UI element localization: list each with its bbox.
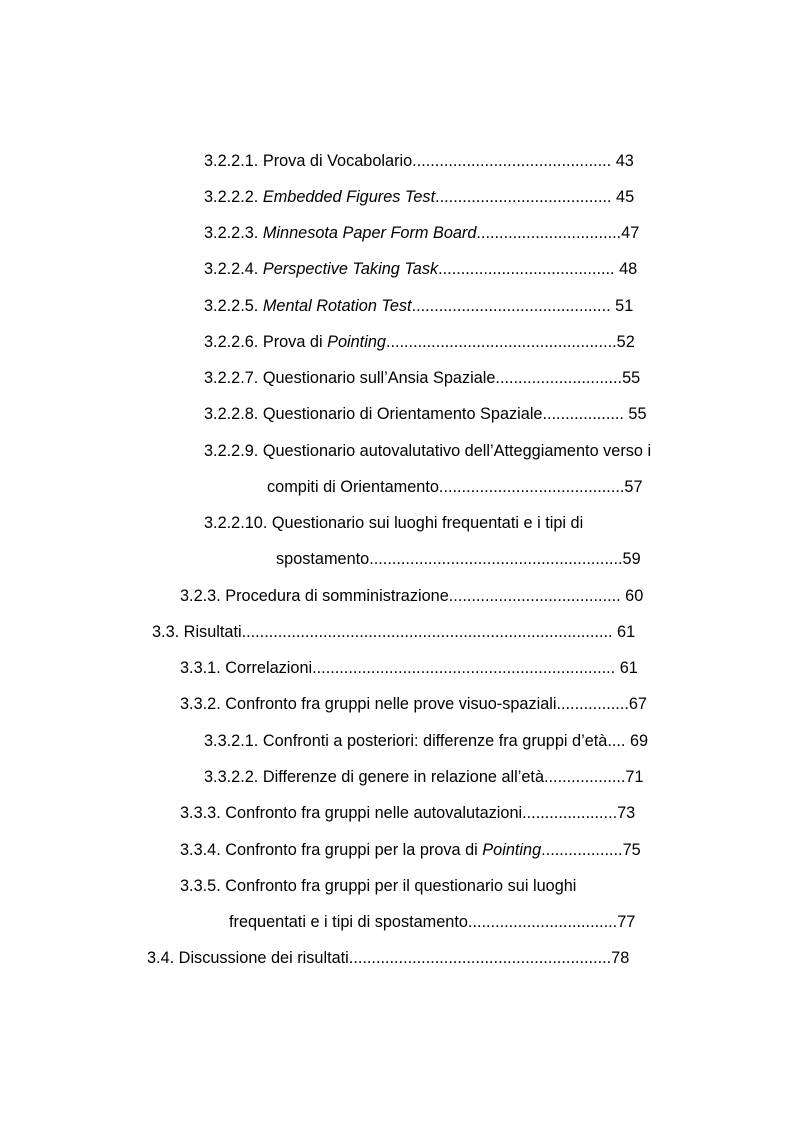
toc-entry-leader-page: ..................75 <box>541 841 641 859</box>
toc-entry-3-3-3: 3.3.3. Confronto fra gruppi nelle autovalutazioni.....................73 <box>180 804 636 822</box>
toc-entry-3-2-2-10: 3.2.2.10. Questionario sui luoghi frequentati e i tipi di <box>204 514 584 532</box>
toc-entry-leader-page: ............................................ 51 <box>411 297 634 315</box>
toc-entry-number: 3.3.4. Confronto fra gruppi per la prova di <box>180 841 483 859</box>
toc-entry-leader-page: ................................47 <box>476 224 640 242</box>
toc-entry-title: Embedded Figures Test <box>262 188 436 206</box>
toc-entry-3-2-2-3 <box>204 223 639 243</box>
toc-entry-3-2-2-10-cont: spostamento........................................................59 <box>276 550 641 568</box>
toc-entry-title: Mental Rotation Test <box>262 297 412 315</box>
toc-entry-3-3-5-cont: frequentati e i tipi di spostamento.................................77 <box>229 913 636 931</box>
toc-entry-3-3-2-2: 3.3.2.2. Differenze di genere in relazione all’età..................71 <box>204 768 644 786</box>
toc-entry-title: Perspective Taking Task <box>262 260 439 278</box>
toc-entry-3-2-2-9: 3.2.2.9. Questionario autovalutativo dell’Atteggiamento verso i <box>204 442 652 460</box>
toc-entry-3-2-3: 3.2.3. Procedura di somministrazione...................................... 60 <box>180 587 644 605</box>
toc-entry-3-3-5: 3.3.5. Confronto fra gruppi per il questionario sui luoghi <box>180 877 577 895</box>
toc-entry-3-3-2: 3.3.2. Confronto fra gruppi nelle prove visuo-spaziali................67 <box>180 695 647 713</box>
toc-entry-number: 3.2.2.6. Prova di <box>204 333 328 351</box>
toc-entry-3-2-2-5 <box>204 296 633 316</box>
toc-entry-3-3: 3.3. Risultati.................................................................................. 61 <box>152 623 636 641</box>
toc-entry-3-3-2-1: 3.3.2.1. Confronti a posteriori: differenze fra gruppi d’età.... 69 <box>204 732 649 750</box>
toc-entry-leader-page: ....................................... 45 <box>435 188 635 206</box>
toc-entry-title: Pointing <box>327 333 386 351</box>
toc-entry-title: Pointing <box>482 841 542 859</box>
toc-entry-3-2-2-6 <box>204 332 635 352</box>
toc-entry-3-3-4 <box>180 840 641 860</box>
toc-entry-leader-page: ...................................................52 <box>385 333 635 351</box>
toc-entry-title: Minnesota Paper Form Board <box>262 224 477 242</box>
toc-entry-3-4: 3.4. Discussione dei risultati..........................................................78 <box>147 949 630 967</box>
toc-entry-3-3-1: 3.3.1. Correlazioni................................................................... 61 <box>180 659 638 677</box>
toc-entry-3-2-2-9-cont: compiti di Orientamento.........................................57 <box>267 478 643 496</box>
toc-entry-3-2-2-4 <box>204 259 637 279</box>
toc-entry-3-2-2-1: 3.2.2.1. Prova di Vocabolario............................................ 43 <box>204 152 634 170</box>
toc-entry-number: 3.2.2.2. <box>204 188 263 206</box>
toc-entry-leader-page: ....................................... 48 <box>438 260 638 278</box>
toc-entry-3-2-2-2 <box>204 187 634 207</box>
toc-entry-number: 3.2.2.3. <box>204 224 263 242</box>
toc-entry-number: 3.2.2.4. <box>204 260 263 278</box>
toc-entry-3-2-2-8: 3.2.2.8. Questionario di Orientamento Spaziale.................. 55 <box>204 405 647 423</box>
toc-entry-number: 3.2.2.5. <box>204 297 263 315</box>
toc-entry-3-2-2-7: 3.2.2.7. Questionario sull’Ansia Spaziale............................55 <box>204 369 641 387</box>
